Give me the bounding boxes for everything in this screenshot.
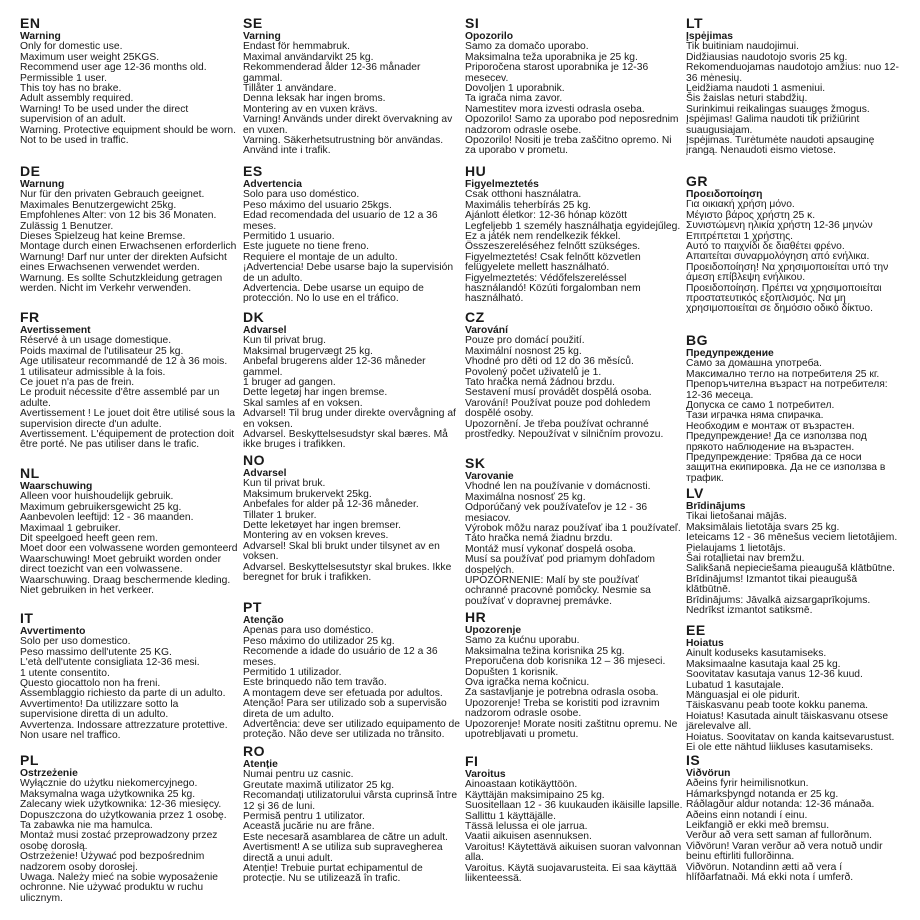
warning-line: Advertencia. Debe usarse un equipo de protección. No lo use en el tráfico. [243,283,424,305]
warning-block-pl [20,753,238,904]
warning-line: Moet door een volwassene worden gemonteerd [20,543,238,555]
warning-line: Ainoastaan kotikäyttöön. [465,779,578,791]
warning-line: Maximal användarvikt 25 kg. [243,51,374,63]
language-code: GR [686,173,708,189]
language-code: IT [20,610,34,626]
warning-line: Maximum user weight 25KGS. [20,51,160,63]
warning-title: Opozorilo [465,31,514,42]
warning-line: Μέγιστο βάρος χρήστη 25 κ. [686,209,816,221]
language-code: FR [20,309,40,325]
warning-lines [465,42,683,156]
warning-line: Vhodné pro děti od 12 do 36 měsíců. [465,356,634,368]
warning-line: Įspėjimas! Galima naudoti tik prižiūrint suaugusiajam. [686,114,860,136]
warning-lines [243,626,461,740]
warning-line: Varoitus. Käytä suojavarusteita. Ei saa käyttää liikenteessä. [465,862,677,885]
warning-line: Figyelmeztetés: Védőfelszereléssel használandó! Közúti forgalomban nem használható. [465,272,641,305]
language-code: RO [243,743,265,759]
warning-line: Dovoljen 1 uporabnik. [465,83,565,95]
warning-lines [243,479,461,583]
warning-line: UPOZORNENIE: Malí by ste používať ochranné pracovné pomôcky. Nesmie sa používať v dopravnej premávke. [465,575,651,607]
warning-line: Această jucărie nu are frâne. [243,821,375,833]
language-code: EN [20,15,41,31]
warning-line: Viðvörun! Varan verður að vera notuð undir beinu eftirliti fullorðinna. [686,840,883,863]
warning-line: Este brinquedo não tem travão. [243,677,387,689]
warning-lines [465,190,683,304]
warning-line: Poids maximal de l'utilisateur 25 kg. [20,345,184,357]
warning-line: Peso máximo del usuario 25kgs. [243,199,392,211]
warning-title: Avertissement [20,325,91,336]
warning-line: Greutate maximă utilizator 25 kg. [243,779,395,791]
warning-line: Peso máximo do utilizador 25 kg. [243,635,395,647]
warning-line: Įspėjimas. Turėtumėte naudoti apsauginę įrangą. Nenaudoti eismo vietose. [686,135,875,157]
warning-line: Samo za domačo uporabo. [465,41,589,53]
warning-line: Avertisment! A se utiliza sub supravegherea directă a unui adult. [243,842,443,864]
warning-title: Viðvörun [686,768,731,779]
warning-line: Maksimaalne kasutaja kaal 25 kg. [686,658,841,670]
warning-title: Varning [243,31,281,42]
warning-line: Requiere el montaje de un adulto. [243,251,398,263]
warning-block-pt [243,600,461,741]
warning-line: Za sastavljanje je potrebna odrasla osoba. [465,687,659,699]
warning-title: Предупреждение [686,348,774,359]
warning-line: Rekomenduojamas naudotojo amžius: nuo 12-36 mėnesių. [686,62,899,84]
warning-line: Montaż musi zostać przeprowadzony przez osobę dorosłą. [20,830,218,852]
language-code: LT [686,15,704,31]
warning-line: Warning! To be used under the direct supervision of an adult. [20,103,189,126]
warning-line: Empfohlenes Alter: von 12 bis 36 Monaten. [20,210,217,222]
warning-line: Viðvörun. Notandinn ætti að vera í hlífðarfatnaði. Má ekki nota í umferð. [686,861,854,884]
warning-block-fi [465,754,683,884]
warning-line: Leikfangið er ekki með bremsu. [686,820,830,832]
warning-line: Pielaujams 1 lietotājs. [686,542,786,554]
warning-lines [465,336,683,440]
warning-line: Upozornění. Je třeba používat ochranné prostředky. Nepoužívat v silničním provozu. [465,418,664,441]
warning-line: Предупреждение: Трябва да се носи защитна екипировка. Да не се използва в трафик. [686,452,886,484]
warning-line: Επιτρέπεται 1 χρήστης. [686,230,794,242]
warning-line: Este necesară asamblarea de către un adult. [243,831,448,843]
warning-title: Atenție [243,759,278,770]
warning-line: Ta igrača nima zavor. [465,93,563,105]
warning-line: 1 utente consentito. [20,667,110,679]
warning-title: Προειδοποίηση [686,189,763,200]
warning-lines [20,336,238,450]
warning-line: L'età dell'utente consigliata 12-36 mesi. [20,657,200,669]
warning-line: Για οικιακή χρήση μόνο. [686,199,795,211]
warning-block-de [20,164,238,294]
warning-line: Opozorilo! Nositi je treba zaščitno opremo. Ni za uporabo v prometu. [465,135,672,157]
warning-line: Uwaga. Należy mieć na sobie wyposażenie ochronne. Nie używać produktu w ruchu ulicznym. [20,872,219,904]
language-code: DK [243,309,265,325]
warning-lines [686,779,904,883]
warning-block-cz [465,310,683,440]
warning-line: Dieses Spielzeug hat keine Bremse. [20,231,186,243]
warning-line: Tillåter 1 användare. [243,83,337,95]
warning-line: Hoiatus! Kasutada ainult täiskasvanu otsese järelevalve all. [686,710,889,733]
warning-title: Ostrzeżenie [20,768,78,779]
warning-title: Hoiatus [686,638,724,649]
warning-block-bg [686,333,904,484]
warning-line: Käyttäjän maksimipaino 25 kg. [465,789,605,801]
warning-line: Permitido 1 usuario. [243,231,335,243]
language-code: ES [243,163,263,179]
warning-line: Aðeins einn notandi í einu. [686,809,808,821]
warning-line: Προειδοποίηση. Πρέπει να χρησιμοποιείται προστατευτικός εξοπλισμός. Να μη χρησιμοποιείται σε δημόσιο οδικό δίκτυο. [686,282,882,315]
warning-block-sk [465,456,683,607]
warning-line: Maximales Benutzergewicht 25kg. [20,199,177,211]
warning-line: Ostrzeżenie! Używać pod bezpośrednim nadzorem osoby dorosłej. [20,851,205,873]
warning-line: Advarsel. Beskyttelsesudstyr skal bæres. Må ikke bruges i trafikken. [243,429,448,451]
warning-lines [243,336,461,450]
language-code: HR [465,609,487,625]
warning-line: Συνιστώμενη ηλικία χρήστη 12-36 μηνών [686,220,873,232]
warning-block-is [686,753,904,883]
warning-lines [20,42,238,146]
warning-line: Warning. Protective equipment should be worn. Not to be used in traffic. [20,124,236,147]
warning-title: Brīdinājums [686,501,746,512]
warning-line: Montering av en vuxen krävs. [243,103,378,115]
warning-line: Povolený počet uživatelů je 1. [465,366,602,378]
warning-line: A montagem deve ser efetuada por adultos. [243,687,443,699]
warning-line: Numai pentru uz casnic. [243,769,354,781]
warning-lines [465,636,683,740]
warning-line: Tässä lelussa ei ole jarrua. [465,821,588,833]
warning-title: Figyelmeztetés [465,179,539,190]
warning-line: Anbefal brugerens alder 12-36 måneder gammel. [243,356,426,378]
warning-line: Táto hračka nemá žiadnu brzdu. [465,533,613,545]
warning-block-si [465,16,683,157]
warning-line: Legfeljebb 1 személy használhatja egyidejűleg. [465,220,681,232]
warning-line: Surinkimui reikalingas suaugęs žmogus. [686,103,870,115]
warning-line: Waarschuwing. Draag beschermende kleding. Niet gebruiken in het verkeer. [20,574,231,597]
warning-line: Réservé à un usage domestique. [20,335,172,347]
warning-lines [686,359,904,484]
warning-line: Ta zabawka nie ma hamulca. [20,820,153,832]
warning-title: Varovanie [465,471,514,482]
warning-title: Varoitus [465,769,506,780]
warning-lines [686,512,904,616]
warning-line: Soovitatav kasutaja vanus 12-36 kuud. [686,669,863,681]
warning-line: Namestitev mora izvesti odrasla oseba. [465,103,645,115]
warning-line: Lubatud 1 kasutajale. [686,679,784,691]
warning-line: Zulässig 1 Benutzer. [20,220,114,232]
warning-block-ro [243,744,461,885]
warning-line: Preporučena dob korisnika 12 – 36 mjeseci. [465,656,666,668]
warning-line: Le produit nécessite d'être assemblé par un adulte. [20,387,220,409]
warning-line: Tillater 1 bruker. [243,509,317,521]
language-code: PT [243,599,262,615]
warning-line: Avertissement. L'équipement de protection doit être porté. Ne pas utiliser dans le trafic. [20,429,235,451]
warning-line: Figyelmeztetés! Csak felnőtt közvetlen felügyelete mellett használható. [465,251,641,274]
warning-line: Solo per uso domestico. [20,636,131,648]
warning-line: 1 bruger ad gangen. [243,377,336,389]
warning-line: Atenție! Trebuie purtat echipamentul de protecție. Nu se utilizează în trafic. [243,863,423,885]
warning-line: Permissible 1 user. [20,72,107,84]
warning-line: Assemblaggio richiesto da parte di un adulto. [20,688,226,700]
warning-lines [20,492,238,596]
warning-line: Atenção! Para ser utilizado sob a supervisão direta de um adulto. [243,698,447,720]
warning-lines [243,190,461,304]
warning-block-es [243,164,461,305]
warning-line: Dopuszczona do użytkowania przez 1 osobę. [20,809,227,821]
warning-line: Varning. Säkerhetsutrustning bör användas. Använd inte i trafik. [243,135,444,157]
language-code: SI [465,15,480,31]
warning-line: Kun til privat brug. [243,335,326,347]
warning-line: Összeszereléséhez felnőtt szükséges. [465,241,641,253]
warning-line: Maksimālais lietotāja svars 25 kg. [686,521,840,533]
warning-line: Apenas para uso doméstico. [243,625,374,637]
warning-line: Προειδοποίηση! Να χρησιμοποιείται υπό την άμεση επίβλεψη ενήλικου. [686,261,889,284]
warning-line: Vhodné len na používanie v domácnosti. [465,481,651,493]
warning-line: Maximális teherbírás 25 kg. [465,199,591,211]
warning-line: Pouze pro domácí použití. [465,335,585,347]
warning-line: Maximální nosnost 25 kg. [465,345,582,357]
warning-line: Recommend user age 12-36 months old. [20,62,207,74]
warning-line: Tik buitiniam naudojimui. [686,41,799,53]
warning-line: Csak otthoni használatra. [465,189,582,201]
language-code: CZ [465,309,485,325]
warning-line: Rekommenderad ålder 12-36 månader gammal. [243,62,421,84]
warning-line: Denna leksak har ingen broms. [243,93,386,105]
language-code: SK [465,455,486,471]
warning-line: Advarsel. Beskyttelsesutstyr skal brukes. Ikke beregnet for bruk i trafikken. [243,561,452,584]
warning-line: Peso massimo dell'utente 25 KG. [20,646,172,658]
warning-line: Brīdinājums! Izmantot tikai pieaugušā klātbūtnē. [686,573,858,596]
warning-line: Varning! Används under direkt övervakning av en vuxen. [243,114,453,136]
warning-line: Aðeins fyrir heimilisnotkun. [686,778,809,790]
warning-line: Ez a játék nem rendelkezik fékkel. [465,231,621,243]
warning-line: Dit speelgoed heeft geen rem. [20,533,158,545]
warning-line: Recomende a idade do usuário de 12 a 36 meses. [243,646,438,668]
warning-line: Nur für den privaten Gebrauch geeignet. [20,189,205,201]
warning-line: Tato hračka nemá žádnou brzdu. [465,377,615,389]
warning-title: Warnung [20,179,65,190]
warning-lines [243,42,461,156]
warning-line: Препоръчителна възраст на потребителя: 12-36 месеца. [686,379,888,401]
warning-line: Предупреждение! Да се използва под прякото наблюдение на възрастен. [686,431,867,453]
warning-title: Upozorenje [465,625,522,636]
warning-line: Advertência: deve ser utilizado equipamento de proteção. Não deve ser utilizada no trânsito. [243,719,460,741]
warning-line: Edad recomendada del usuario de 12 a 36 meses. [243,210,438,232]
warning-line: Upozorenje! Morate nositi zaštitnu opremu. Ne upotrebljavati u prometu. [465,718,678,741]
warning-line: Maksimal brugervægt 25 kg. [243,345,373,357]
warning-line: Opozorilo! Samo za uporabo pod neposrednim nadzorom odrasle osebe. [465,114,679,136]
warning-line: Didžiausias naudotojo svoris 25 kg. [686,51,848,63]
warning-line: Максимално тегло на потребителя 25 кг. [686,368,880,380]
language-code: IS [686,752,701,768]
warning-line: Avvertimento! Da utilizzare sotto la supervisione diretta di un adulto. [20,698,179,721]
warning-line: Avvertenza. Indossare attrezzature protettive. Non usare nel traffico. [20,719,228,742]
warning-line: Brīdinājums: Jāvalkā aizsargaprīkojums. Nedrīkst izmantot satiksmē. [686,594,871,617]
warning-line: Musí sa používať pod priamym dohľadom dospelých. [465,554,656,576]
warning-title: Įspėjimas [686,31,733,42]
warning-lines [686,200,904,314]
warning-line: Maximálna nosnosť 25 kg. [465,491,586,503]
warning-title: Atenção [243,615,284,626]
warning-block-nl [20,466,238,596]
warning-line: Verður að vera sett saman af fullorðnum. [686,830,873,842]
warning-line: Salikšanā nepieciešama pieaugušā klātbūtne. [686,563,895,575]
warning-line: Advarsel! Til brug under direkte overvågning af en voksen. [243,408,456,430]
warning-block-lv [686,486,904,616]
language-code: PL [20,752,39,768]
warning-line: Recomandați utilizatorului vârsta cuprinsă între 12 și 36 de luni. [243,790,458,812]
warning-line: Leidžiama naudoti 1 asmeniui. [686,83,826,95]
warning-line: Samo za kućnu uporabu. [465,635,580,647]
warning-block-lt [686,16,904,157]
language-code: EE [686,622,706,638]
language-code: DE [20,163,41,179]
warning-line: This toy has no brake. [20,83,122,95]
warning-line: Maksimalna težina korisnika 25 kg. [465,645,625,657]
warning-line: Sallittu 1 käyttäjälle. [465,810,557,822]
warning-line: Montáž musí vykonať dospelá osoba. [465,543,636,555]
warning-line: Vaatii aikuisen asennuksen. [465,831,592,843]
warning-line: Only for domestic use. [20,41,123,53]
warning-line: Maksymalna waga użytkownika 25 kg. [20,788,196,800]
warning-line: Sestavení musí provádět dospělá osoba. [465,387,652,399]
language-code: FI [465,753,479,769]
warning-line: Wyłącznie do użytku niekomercyjnego. [20,778,198,790]
warning-line: Avertissement ! Le jouet doit être utilisé sous la supervision directe d'un adulte. [20,408,236,430]
warning-line: Varoitus! Käytettävä aikuisen suoran valvonnan alla. [465,841,682,864]
warning-title: Warning [20,31,61,42]
warning-title: Waarschuwing [20,481,93,492]
warning-line: Ráðlagður aldur notanda: 12-36 mánaða. [686,799,875,811]
warning-title: Advarsel [243,468,287,479]
warning-title: Avvertimento [20,626,86,637]
warning-lines [20,779,238,904]
warning-line: Maximaal 1 gebruiker. [20,522,121,534]
warning-line: Šai rotaļlietai nav bremžu. [686,553,805,565]
warning-lines [465,780,683,884]
warning-line: Mänguasjal ei ole pidurit. [686,690,800,702]
warning-line: Age utilisateur recommandé de 12 à 36 mois. [20,356,228,368]
warning-lines [686,42,904,156]
warning-title: Advarsel [243,325,287,336]
warning-title: Advertencia [243,179,302,190]
warning-line: Warnung. Es sollte Schutzkleidung getragen werden. Nicht im Verkehr verwenden. [20,272,223,295]
warning-line: ¡Advertencia! Debe usarse bajo la supervisión de un adulto. [243,262,454,284]
warning-block-hr [465,610,683,740]
warning-line: Výrobok môžu naraz používať iba 1 používateľ. [465,523,681,535]
warning-line: Priporočena starost uporabnika je 12-36 mesecev. [465,62,649,84]
warning-line: Απαιτείται συναρμολόγηση από ενήλικα. [686,251,870,263]
language-code: HU [465,163,487,179]
warning-line: Само за домашна употреба. [686,358,822,370]
warning-line: Solo para uso doméstico. [243,189,360,201]
warning-lines [20,190,238,294]
warning-line: Varování! Používat pouze pod dohledem dospělé osoby. [465,397,651,420]
warning-line: Ieteicams 12 - 36 mēnešus veciem lietotājiem. [686,532,898,544]
warning-block-se [243,16,461,157]
warning-line: Hoiatus. Soovitatav on kanda kaitsevarustust. Ei ole ette nähtud liikluses kasutamiseks. [686,731,895,754]
language-code: BG [686,332,708,348]
warning-line: Dette leketøyet har ingen bremser. [243,520,401,532]
language-code: SE [243,15,263,31]
warning-line: Zalecany wiek użytkownika: 12-36 miesięcy. [20,799,222,811]
warning-line: Permisă pentru 1 utilizator. [243,811,365,823]
warning-line: Тази играчка няма спирачка. [686,410,824,422]
warning-line: Warnung! Darf nur unter der direkten Aufsicht eines Erwachsenen verwendet werden. [20,251,227,274]
warning-block-ee [686,623,904,753]
warning-lines [686,649,904,753]
warning-line: Допуска се само 1 потребител. [686,400,835,412]
warning-line: Anbefales for alder på 12-36 måneder. [243,499,419,511]
language-code: NL [20,465,40,481]
warning-line: Endast för hemmabruk. [243,41,351,53]
warning-line: Questo giocattolo non ha freni. [20,678,161,690]
warning-lines [465,482,683,607]
warning-title: Varování [465,325,508,336]
warning-line: Aanbevolen leeftijd: 12 - 36 maanden. [20,512,194,524]
warning-line: Skal samles af en voksen. [243,397,363,409]
warning-line: Montage durch einen Erwachsenen erforderlich [20,241,237,253]
warning-block-fr [20,310,238,451]
warning-block-en [20,16,238,146]
warning-block-hu [465,164,683,305]
warning-line: Šis žaislas neturi stabdžių. [686,93,808,105]
warning-line: Odporúčaný vek používateľov je 12 - 36 mesiacov. [465,502,648,524]
warning-line: Maksimalna teža uporabnika je 25 kg. [465,51,638,63]
warning-line: Dopušten 1 korisnik. [465,666,559,678]
warning-line: Este juguete no tiene freno. [243,241,369,253]
warning-line: Maximum gebruikersgewicht 25 kg. [20,501,182,513]
language-code: NO [243,452,265,468]
warning-block-dk [243,310,461,451]
warning-line: Αυτό το παιχνίδι δε διαθέτει φρένο. [686,241,845,253]
warning-line: Ajánlott életkor: 12-36 hónap között [465,210,627,222]
warning-line: Kun til privat bruk. [243,478,326,490]
warning-line: Permitido 1 utilizador. [243,667,342,679]
warning-line: Upozorenje! Treba se koristiti pod izravnim nadzorom odrasle osobe. [465,697,660,720]
warning-line: Alleen voor huishoudelijk gebruik. [20,491,174,503]
warning-lines [20,637,238,741]
warning-line: Tikai lietošanai mājās. [686,511,787,523]
warning-line: Ainult koduseks kasutamiseks. [686,648,827,660]
warning-block-it [20,611,238,741]
warning-line: Täiskasvanu peab toote kokku panema. [686,700,869,712]
warning-lines [243,770,461,884]
warning-block-no [243,453,461,583]
language-code: LV [686,485,704,501]
warning-line: Необходим е монтаж от възрастен. [686,420,855,432]
warning-line: Adult assembly required. [20,93,134,105]
warning-line: Suositellaan 12 - 36 kuukauden ikäisille lapsille. [465,800,683,812]
warning-line: Hámarksþyngd notanda er 25 kg. [686,788,839,800]
warning-line: Maksimum brukervekt 25kg. [243,488,372,500]
warning-line: Ova igračka nema kočnicu. [465,677,590,689]
warning-line: Waarschuwing! Moet gebruikt worden onder direct toezicht van een volwassene. [20,553,222,576]
warning-line: Montering av en voksen kreves. [243,530,389,542]
warning-block-gr [686,174,904,315]
warning-line: Ce jouet n'a pas de frein. [20,377,135,389]
warning-line: 1 utilisateur admissible à la fois. [20,366,166,378]
warning-line: Advarsel! Skal bli brukt under tilsynet av en voksen. [243,540,440,563]
warning-line: Dette legetøj har ingen bremse. [243,387,388,399]
